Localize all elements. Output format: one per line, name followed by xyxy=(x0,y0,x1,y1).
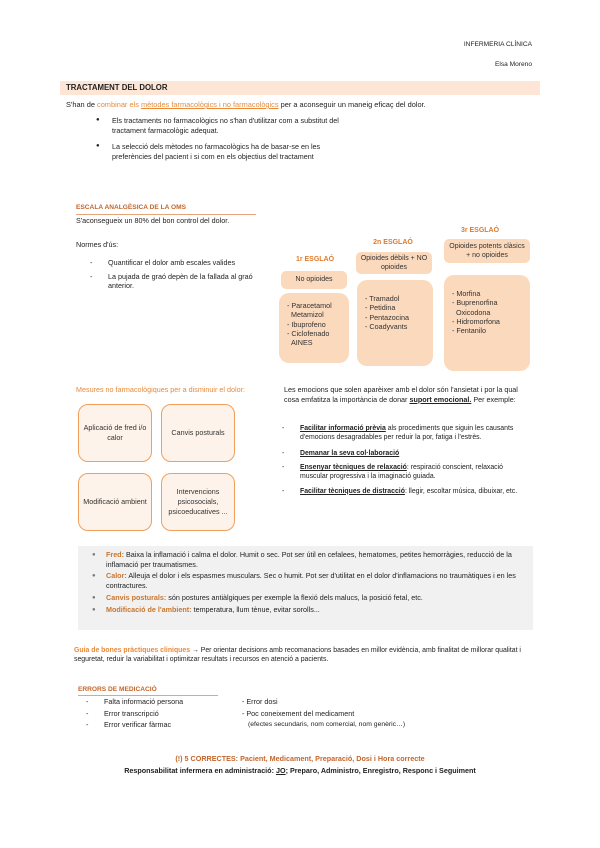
subject-header: INFERMERIA CLÍNICA xyxy=(463,41,532,48)
list-item: - Falta informació persona xyxy=(74,697,244,707)
rules-list xyxy=(78,258,268,291)
list-item: - Morfina xyxy=(452,289,481,298)
list-item: - Hidromorfona xyxy=(452,317,500,327)
step-3-pill: Opioides potents clàsics + no opioides xyxy=(444,239,530,263)
step-2-pill: Opioides dèbils + NO opioides xyxy=(356,252,432,274)
errors-heading: ERRORS DE MEDICACIÓ xyxy=(78,686,157,693)
measure-box-environment: Modificació ambient xyxy=(78,473,152,531)
list-item: ● Els tractaments no farmacològics no s'han d'utilitzar com a substitut del tractament farmacològic adequat. xyxy=(96,116,346,135)
intro-highlight-1: combinar els xyxy=(97,100,139,109)
list-item: AINES xyxy=(291,338,313,348)
intro-highlight-2: mètodes farmacològics i no farmacològics xyxy=(140,100,279,109)
non-pharma-list xyxy=(270,424,522,496)
errors-left-list xyxy=(74,697,244,730)
list-item: - Ciclofenado xyxy=(287,329,330,339)
list-item: - La pujada de graó depèn de la fallada al graó anterior. xyxy=(78,272,268,291)
step-1-label: 1r ESGLAÓ xyxy=(295,256,335,263)
oms-heading: ESCALA ANALGÈSICA DE LA OMS xyxy=(76,204,187,211)
intro-bullets xyxy=(96,116,346,169)
list-item: Metamizol xyxy=(291,310,324,320)
errors-right-list xyxy=(242,697,482,730)
list-item: - Fentanilo xyxy=(452,326,486,336)
measures-detail-list xyxy=(88,550,528,616)
non-pharma-heading: Mesures no farmacològiques per a disminuir el dolor: xyxy=(76,385,245,394)
list-item: - Demanar la seva col·laboració xyxy=(270,449,522,458)
list-item: - Error dosi xyxy=(242,697,278,706)
list-item: (efectes secundaris, nom comercial, nom genèric…) xyxy=(248,721,406,729)
non-pharma-text: Les emocions que solen aparèixer amb el dolor són l'ansietat i por la qual cosa emfatitza la importància de donar suport emocional. Per exemple: xyxy=(284,385,518,404)
list-item: - Poc coneixement del medicament xyxy=(242,708,355,718)
oms-subtitle: S'aconsegueix un 80% del bon control del dolor. xyxy=(76,216,230,225)
intro-text: S'han de combinar els mètodes farmacològics i no farmacològics per a aconseguir un maneig eficaç del dolor. xyxy=(66,100,426,109)
list-item: ● Fred: Baixa la inflamació i calma el dolor. Humit o sec. Pot ser útil en cefalees, hematomes, petites hemorràgies, reducció de la inflamació per traumatismes. xyxy=(88,550,528,569)
step-1-pill: No opioides xyxy=(281,271,347,289)
list-item: - Facilitar informació prèvia als procediments que siguin les causants d'emocions desagradables per reduir la por, fatiga i l'estrès. xyxy=(270,424,522,443)
author-header: Elsa Moreno xyxy=(494,61,532,68)
measure-box-cold-heat: Aplicació de fred i/o calor xyxy=(78,404,152,462)
list-item: - Ensenyar tècniques de relaxació: respiració conscient, relaxació muscular progressiva i la imaginació guiada. xyxy=(270,463,522,482)
list-item: ● Modificació de l'ambient: temperatura, llum tènue, evitar sorolls... xyxy=(88,605,528,615)
list-item: ● Canvis posturals: són postures antiàlgiques per exemple la flexió dels malucs, la posició fetal, etc. xyxy=(88,593,528,603)
measure-box-postural: Canvis posturals xyxy=(161,404,235,462)
five-corrects: (!) 5 CORRECTES: Pacient, Medicament, Preparació, Dosi i Hora correcte xyxy=(175,754,425,763)
step-3-box xyxy=(444,275,530,371)
rules-label: Normes d'ús: xyxy=(76,240,119,249)
nurse-responsibility: Responsabilitat infermera en administració: JO; Preparo, Administro, Enregistro, Responc i Seguiment xyxy=(124,766,476,775)
guide-label: Guia de bones pràctiques cliniques xyxy=(74,647,191,654)
list-item: - Pentazocina xyxy=(365,312,409,322)
step-2-label: 2n ESGLAÓ xyxy=(373,239,413,246)
list-item: - Quantificar el dolor amb escales valides xyxy=(78,258,268,268)
step-1-box xyxy=(279,293,349,363)
step-2-box xyxy=(357,280,433,366)
guide-text: Guia de bones pràctiques cliniques → Per orientar decisions amb recomanacions basades en millor evidència, amb finalitat de millorar qualitat i seguretat, reduir la variabilitat i optimitzar resultats i recursos en atenció a pacients. xyxy=(74,647,521,664)
oms-divider xyxy=(76,214,256,215)
list-item: - Facilitar tècniques de distracció: llegir, escoltar música, dibuixar, etc. xyxy=(270,487,522,496)
list-item: - Tramadol xyxy=(365,294,400,303)
list-item: - Petidina xyxy=(365,303,396,313)
list-item: - Error transcripció xyxy=(74,709,244,719)
page-title: TRACTAMENT DEL DOLOR xyxy=(66,83,168,92)
list-item: ● La selecció dels mètodes no farmacològics ha de basar-se en les preferències del pacient i si com en els objectius del tractament xyxy=(96,142,346,161)
list-item: - Paracetamol xyxy=(287,301,332,310)
errors-divider xyxy=(78,695,218,696)
list-item: - Coadyvants xyxy=(365,322,408,332)
list-item: ● Calor: Alleuja el dolor i els espasmes musculars. Sec o humit. Pot ser d'utilitat en el dolor d'inflamacions no traumàtiques i en les contractures. xyxy=(88,571,528,590)
list-item: Oxicodona xyxy=(456,307,491,317)
list-item: - Error verificar fàrmac xyxy=(74,720,244,730)
step-3-label: 3r ESGLAÓ xyxy=(460,227,500,234)
measure-box-psychosocial: Intervencions psicosocials, psicoeducatives ... xyxy=(161,473,235,531)
list-item: - Buprenorfina xyxy=(452,298,498,308)
list-item: - Ibuprofeno xyxy=(287,319,326,329)
